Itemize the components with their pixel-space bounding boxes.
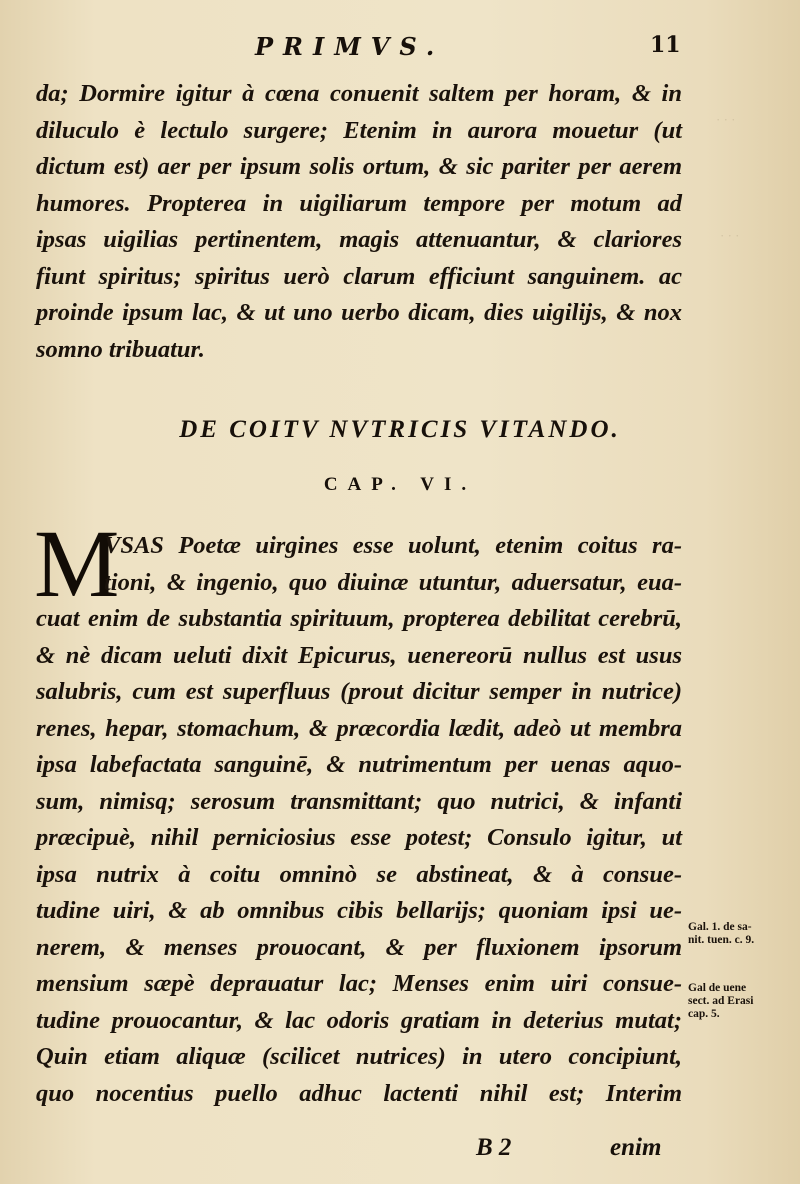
- margin-note: [688, 982, 796, 1021]
- chapter-number: CAP. VI.: [323, 474, 477, 495]
- margin-note-line: cap. 5.: [688, 1008, 720, 1020]
- page-number: 11: [650, 32, 681, 58]
- margin-note-line: Gal. 1. de sa-: [688, 921, 752, 933]
- text-line: humores. Propterea in uigiliarum tempore per motum ad: [36, 189, 682, 217]
- text-line: sum, nimisq; serosum transmittant; quo nutrici, & infanti: [36, 787, 682, 815]
- drop-cap-initial: M: [34, 510, 120, 617]
- text-line: salubris, cum est superfluus (prout dicitur semper in nutrice): [36, 678, 682, 705]
- margin-note-line: nit. tuen. c. 9.: [688, 934, 755, 946]
- bleed-through-mark: · · ·: [716, 112, 736, 127]
- text-line: VSAS Poetæ uirgines esse uolunt, etenim coitus ra-: [104, 532, 682, 559]
- text-line: tudine prouocantur, & lac odoris gratiam in deterius mutat;: [36, 1006, 682, 1034]
- page-header: [0, 22, 800, 66]
- text-line: tioni, & ingenio, quo diuinæ utuntur, aduersatur, eua-: [104, 568, 682, 596]
- text-line: præcipuè, nihil perniciosius esse potest; Consulo igitur, ut: [36, 824, 682, 851]
- text-line: & nè dicam ueluti dixit Epicurus, uenereorū nullus est usus: [36, 641, 682, 669]
- catchword: enim: [610, 1134, 662, 1161]
- chapter-title: DE COITV NVTRICIS VITANDO.: [179, 416, 621, 443]
- signature-mark: B 2: [476, 1134, 512, 1161]
- text-line: fiunt spiritus; spiritus uerò clarum efficiunt sanguinem. ac: [36, 262, 682, 290]
- text-line: da; Dormire igitur à cœna conuenit saltem per horam, & in: [36, 80, 682, 107]
- margin-note-line: sect. ad Erasi: [688, 995, 754, 1007]
- text-line: somno tribuatur.: [36, 335, 205, 363]
- text-line: ipsas uigilias pertinentem, magis attenuantur, & clariores: [36, 226, 682, 253]
- text-line: quo nocentius puello adhuc lactenti nihil est; Interim: [36, 1079, 682, 1107]
- bleed-through-mark: · · ·: [720, 228, 740, 243]
- text-line: proinde ipsum lac, & ut uno uerbo dicam, dies uigilijs, & nox: [36, 299, 682, 326]
- margin-note-line: Gal de uene: [688, 982, 747, 994]
- text-line: mensium sæpè deprauatur lac; Menses enim uiri consue-: [36, 970, 682, 997]
- text-line: ipsa labefactata sanguinē, & nutrimentum per uenas aquo-: [36, 751, 682, 778]
- text-line: ipsa nutrix à coitu omninò se abstineat, & à consue-: [36, 860, 682, 888]
- margin-note: [688, 921, 796, 947]
- running-head: PRIMVS.: [255, 32, 445, 61]
- text-line: tudine uiri, & ab omnibus cibis bellarijs; quoniam ipsi ue-: [36, 897, 682, 924]
- text-line: diluculo è lectulo surgere; Etenim in aurora mouetur (ut: [36, 116, 682, 144]
- text-line: nerem, & menses prouocant, & per fluxionem ipsorum: [36, 933, 682, 961]
- text-line: cuat enim de substantia spirituum, propterea debilitat cerebrū,: [36, 605, 682, 632]
- text-line: renes, hepar, stomachum, & præcordia lædit, adeò ut membra: [36, 714, 682, 742]
- text-line: Quin etiam aliquæ (scilicet nutrices) in utero concipiunt,: [36, 1043, 682, 1070]
- text-line: dictum est) aer per ipsum solis ortum, & sic pariter per aerem: [36, 153, 682, 180]
